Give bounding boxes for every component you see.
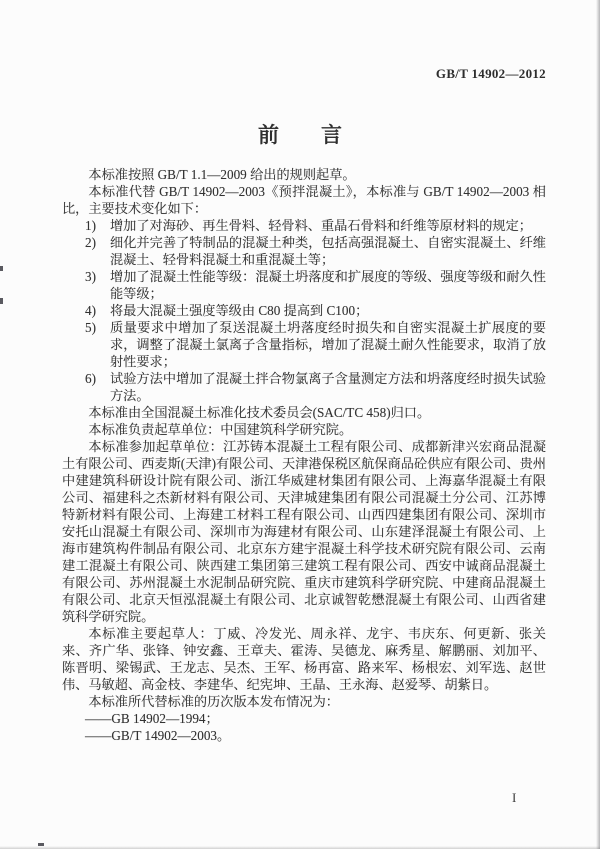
- list-item-number: 6): [85, 371, 96, 386]
- list-item-number: 1): [85, 218, 96, 233]
- paragraph-text: 本标准主要起草人：丁威、冷发光、周永祥、龙宇、韦庆东、何更新、张关来、齐广华、张锋、钟安鑫、王章夫、霍涛、吴德龙、麻秀星、解鹏丽、刘加平、陈晋明、梁锡武、王龙志、吴杰、王军、杨再富、路来军、杨根宏、刘军选、赵世伟、马敏超、高金枝、李建华、纪宪坤、王晶、王永海、赵爱琴、胡紫日。: [62, 626, 546, 692]
- paragraph-text: ——GB 14902—1994；: [85, 711, 219, 726]
- list-item-number: 5): [85, 320, 96, 335]
- paragraph-text: ——GB/T 14902—2003。: [85, 728, 231, 743]
- paragraph: [62, 183, 546, 217]
- paragraph-text: 本标准按照 GB/T 1.1—2009 给出的规则起草。: [88, 167, 356, 182]
- list-item: [62, 234, 546, 268]
- paragraph-text: 试验方法中增加了混凝土拌合物氯离子含量测定方法和坍落度经时损失试验方法。: [110, 371, 546, 403]
- list-item: [62, 302, 546, 319]
- paragraph: [62, 166, 546, 183]
- paragraph: [62, 727, 546, 744]
- scan-speck: [0, 298, 3, 304]
- paragraph: [62, 438, 546, 625]
- list-item-number: 3): [85, 269, 96, 284]
- standard-code: GB/T 14902—2012: [435, 66, 546, 81]
- paragraph-text: 细化并完善了特制品的混凝土种类，包括高强混凝土、自密实混凝土、纤维混凝土、轻骨料混凝土和重混凝土等；: [110, 235, 546, 267]
- page-number: I: [512, 790, 517, 805]
- paragraph-text: 将最大混凝土强度等级由 C80 提高到 C100；: [110, 303, 369, 318]
- list-item-number: 2): [85, 235, 96, 250]
- paragraph-text: 本标准参加起草单位：江苏铸本混凝土工程有限公司、成都新津兴宏商品混凝土有限公司、西麦斯(天津)有限公司、天津港保税区航保商品砼供应有限公司、贵州中建建筑科研设计院有限公司、浙江华威建材集团有限公司、上海嘉华混凝土有限公司、福建科之杰新材料有限公司、天津城建集团有限公司混凝土分公司、江苏博特新材料有限公司、上海建工材料工程有限公司、山西四建集团有限公司、深圳市安托山混凝土有限公司、深圳市为海建材有限公司、山东建泽混凝土有限公司、上海市建筑构件制品有限公司、北京东方建宇混凝土科学技术研究院有限公司、云南建工混凝土有限公司、陕西建工集团第三建筑工程有限公司、西安中诚商品混凝土有限公司、苏州混凝土水泥制品研究院、重庆市建筑科学研究院、中建商品混凝土有限公司、北京天恒泓混凝土有限公司、北京诚智乾懋混凝土有限公司、山西省建筑科学研究院。: [62, 439, 546, 624]
- paragraph-text: 本标准由全国混凝土标准化技术委员会(SAC/TC 458)归口。: [88, 405, 431, 420]
- paragraph: [62, 404, 546, 421]
- scan-speck: [0, 266, 3, 271]
- list-item-number: 4): [85, 303, 96, 318]
- list-item: [62, 319, 546, 370]
- list-item: [62, 217, 546, 234]
- foreword-content: [62, 166, 546, 744]
- paragraph: [62, 693, 546, 710]
- paragraph-text: 本标准所代替标准的历次版本发布情况为：: [88, 694, 339, 709]
- scan-speck: [38, 843, 44, 846]
- page-title: 前 言: [258, 123, 342, 147]
- paragraph: [62, 421, 546, 438]
- paragraph-text: 本标准代替 GB/T 14902—2003《预拌混凝土》，本标准与 GB/T 14902—2003 相比，主要技术变化如下：: [62, 184, 546, 216]
- paragraph-text: 本标准负责起草单位：中国建筑科学研究院。: [88, 422, 353, 437]
- list-item: [62, 370, 546, 404]
- paragraph: [62, 625, 546, 693]
- paragraph-text: 质量要求中增加了泵送混凝土坍落度经时损失和自密实混凝土扩展度的要求，调整了混凝土氯离子含量指标，增加了混凝土耐久性能要求，取消了放射性要求；: [110, 320, 546, 369]
- paragraph-text: 增加了混凝土性能等级：混凝土坍落度和扩展度的等级、强度等级和耐久性能等级；: [110, 269, 546, 301]
- paragraph: [62, 710, 546, 727]
- list-item: [62, 268, 546, 302]
- paragraph-text: 增加了对海砂、再生骨料、轻骨料、重晶石骨料和纤维等原材料的规定；: [110, 218, 532, 233]
- scan-edge-shadow: [596, 0, 600, 849]
